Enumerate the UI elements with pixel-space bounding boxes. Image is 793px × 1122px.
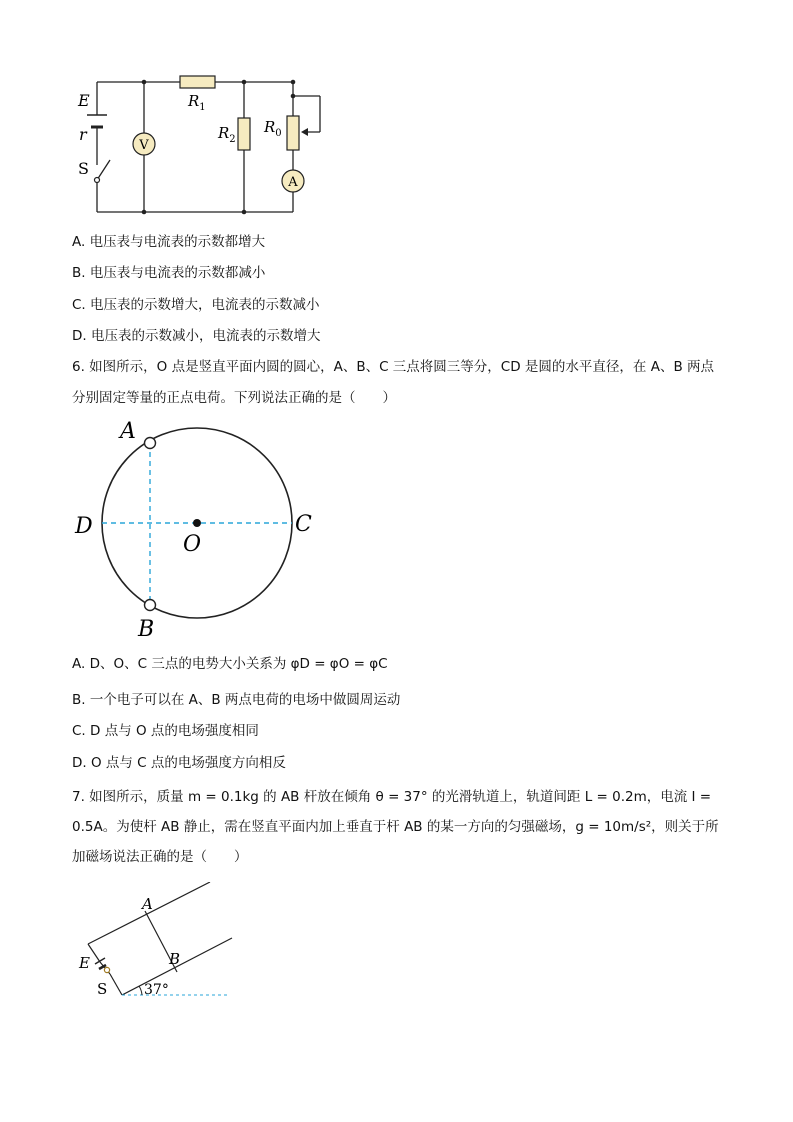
label-incline-angle: 37° [144, 982, 169, 998]
charge-b-marker [145, 600, 156, 611]
label-r2: $R_2$ [218, 124, 236, 145]
q7-stem: 7. 如图所示，质量 m = 0.1kg 的 AB 杆放在倾角 θ = 37° 的光滑轨道上，轨道间距 L = 0.2m，电流 I = 0.5A。为使杆 AB 静止，需在竖直平面内加上垂直于杆 AB 的某一方向的匀强磁场，g = 10m/s²，则关于所加磁场说法正确的是（ ） [72, 789, 719, 865]
q5-option-c: C. 电压表的示数增大，电流表的示数减小 [72, 297, 320, 313]
label-switch-s: S [97, 980, 108, 998]
label-emf: E [78, 91, 90, 110]
label-r1: $R_1$ [188, 92, 206, 113]
label-point-b: B [138, 617, 155, 642]
label-rod-end-a: A [142, 895, 153, 913]
circuit-diagram [60, 70, 340, 220]
label-battery: E [79, 954, 90, 972]
circle-charges-diagram [70, 418, 330, 646]
ammeter-icon: A [288, 175, 298, 190]
label-point-o: O [183, 532, 202, 557]
q6-stem-line2: 分别固定等量的正点电荷。下列说法正确的是（ ） [72, 390, 396, 406]
label-internal-resistance: r [79, 125, 87, 144]
label-switch: S [78, 159, 89, 178]
label-point-a: A [120, 419, 136, 444]
label-r0: $R_0$ [264, 118, 282, 139]
inclined-rail-diagram [70, 882, 250, 1007]
q6-option-c: C. D 点与 O 点的电场强度相同 [72, 723, 259, 739]
q6-stem-line1: 6. 如图所示，O 点是竖直平面内圆的圆心，A、B、C 三点将圆三等分，CD 是圆的水平直径，在 A、B 两点 [72, 359, 714, 375]
label-point-c: C [295, 512, 312, 537]
label-rod-end-b: B [169, 950, 181, 968]
q5-option-b: B. 电压表与电流表的示数都减小 [72, 265, 266, 281]
q5-option-d: D. 电压表的示数减小，电流表的示数增大 [72, 328, 321, 344]
q6-option-b: B. 一个电子可以在 A、B 两点电荷的电场中做圆周运动 [72, 692, 401, 708]
voltmeter-icon: V [139, 138, 149, 153]
q6-option-a: A. D、O、C 三点的电势大小关系为 φD = φO = φC [72, 656, 388, 672]
center-o-marker [193, 519, 201, 527]
q6-option-d: D. O 点与 C 点的电场强度方向相反 [72, 755, 286, 771]
label-point-d: D [75, 514, 93, 539]
q5-option-a: A. 电压表与电流表的示数都增大 [72, 234, 266, 250]
charge-a-marker [145, 438, 156, 449]
